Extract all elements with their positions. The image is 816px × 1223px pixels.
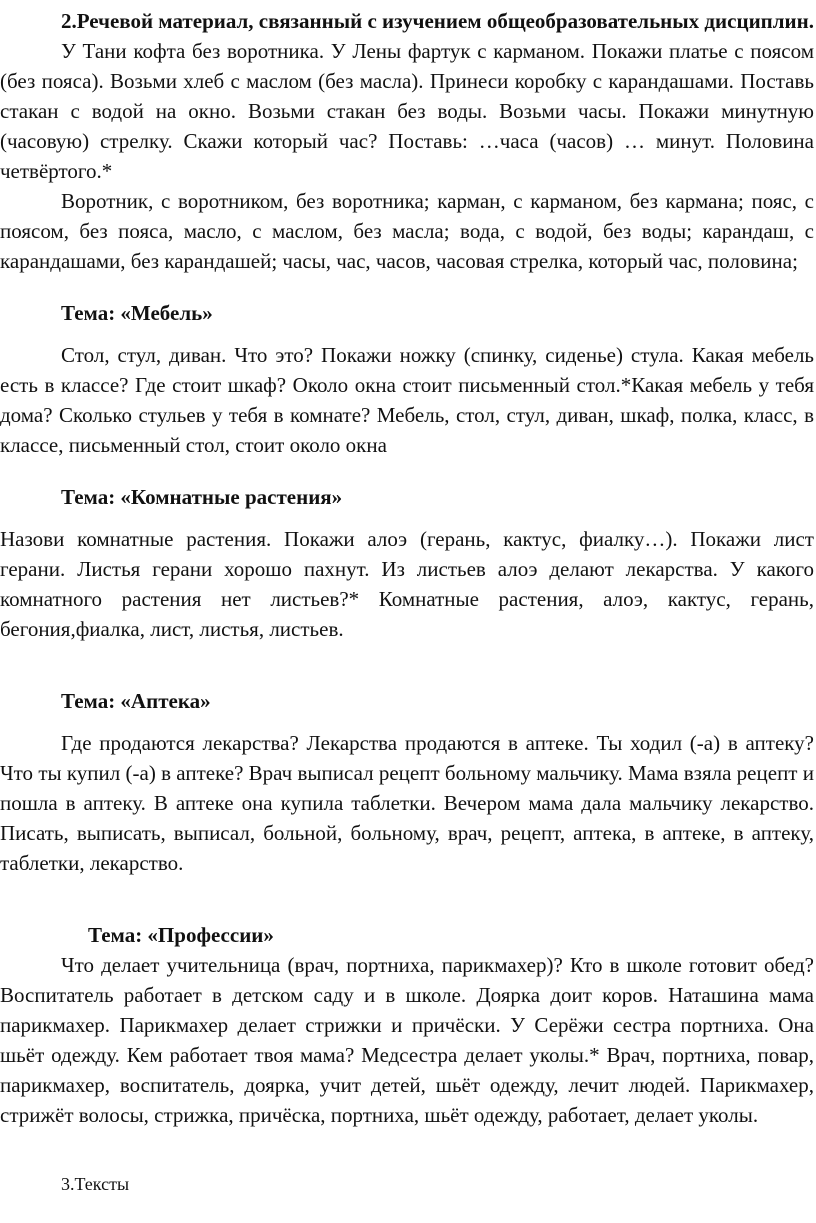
next-section-label: 3.Тексты	[61, 1174, 130, 1194]
spacer	[0, 878, 814, 920]
spacer	[0, 328, 814, 340]
topic-text-professions: Что делает учительница (врач, портниха, парикмахер)? Кто в школе готовит обед? Воспитатель работает в детском саду и в школе. Доярка доит коров. Наташина мама парикмахер. Парикмахер делает стрижки и причёски. У Серёжи сестра портниха. Она шьёт одежду. Кем работает твоя мама? Медсестра делает уколы.* Врач, портниха, повар, парикмахер, воспитатель, доярка, учит детей, шьёт одежду, лечит людей. Парикмахер, стрижёт волосы, стрижка, причёска, портниха, шьёт одежду, работает, делает уколы.	[0, 953, 814, 1127]
spacer	[0, 644, 814, 686]
topic-heading-professions: Тема: «Профессии»	[88, 923, 274, 947]
spacer	[0, 276, 814, 298]
section-title: 2.Речевой материал, связанный с изучением общеобразовательных дисциплин.	[61, 9, 815, 33]
topic-heading-houseplants: Тема: «Комнатные растения»	[61, 485, 343, 509]
topic-text-pharmacy: Где продаются лекарства? Лекарства продаются в аптеке. Ты ходил (-а) в аптеку? Что ты купил (-а) в аптеке? Врач выписал рецепт больному мальчику. Мама взяла рецепт и пошла в аптеку. В аптеке она купила таблетки. Вечером мама дала мальчику лекарство. Писать, выписать, выписал, больной, больному, врач, рецепт, аптека, в аптеке, в аптеку, таблетки, лекарство.	[0, 731, 814, 875]
spacer	[0, 716, 814, 728]
intro-paragraph-1: У Тани кофта без воротника. У Лены фартук с карманом. Покажи платье с поясом (без пояса). Возьми хлеб с маслом (без масла). Принеси коробку с карандашами. Поставь стакан с водой на окно. Возьми стакан без воды. Возьми часы. Покажи минутную (часовую) стрелку. Скажи который час? Поставь: …часа (часов) … минут. Половина четвёртого.*	[0, 39, 814, 183]
topic-text-furniture: Стол, стул, диван. Что это? Покажи ножку (спинку, сиденье) стула. Какая мебель есть в классе? Где стоит шкаф? Около окна стоит письменный стол.*Какая мебель у тебя дома? Сколько стульев у тебя в комнате? Мебель, стол, стул, диван, шкаф, полка, класс, в классе, письменный стол, стоит около окна	[0, 343, 814, 457]
intro-paragraph-2: Воротник, с воротником, без воротника; карман, с карманом, без кармана; пояс, с поясом, без пояса, масло, с маслом, без масла; вода, с водой, без воды; карандаш, с карандашами, без карандашей; часы, час, часов, часовая стрелка, который час, половина;	[0, 189, 814, 273]
spacer	[0, 512, 814, 524]
topic-heading-pharmacy: Тема: «Аптека»	[61, 689, 211, 713]
topic-heading-furniture: Тема: «Мебель»	[61, 301, 213, 325]
spacer	[0, 1130, 814, 1172]
spacer	[0, 460, 814, 482]
topic-text-houseplants: Назови комнатные растения. Покажи алоэ (герань, кактус, фиалку…). Покажи лист герани. Листья герани хорошо пахнут. Из листьев алоэ делают лекарства. У какого комнатного растения нет листьев?* Комнатные растения, алоэ, кактус, герань, бегония,фиалка, лист, листья, листьев.	[0, 527, 814, 641]
